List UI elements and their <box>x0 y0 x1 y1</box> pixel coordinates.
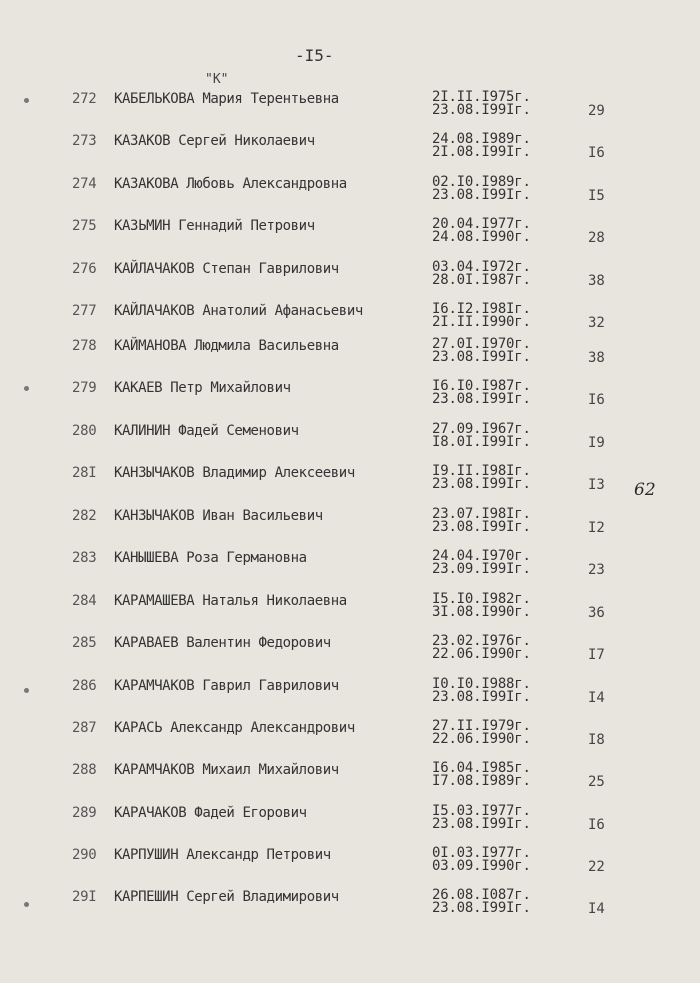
entry-name: КАРАМЧАКОВ Михаил Михайлович <box>114 762 339 778</box>
entry-name: КАЗАКОВА Любовь Александровна <box>114 176 347 192</box>
entry-number: 284 <box>72 593 97 609</box>
list-item <box>0 508 700 548</box>
entry-name: КАЗЬМИН Геннадий Петрович <box>114 218 315 234</box>
entry-name: КАНЗЫЧАКОВ Иван Васильевич <box>114 508 323 524</box>
entry-name: КАЙЛАЧАКОВ Анатолий Афанасьевич <box>114 303 363 319</box>
list-item <box>0 423 700 463</box>
date-to: 23.08.I99Iг. <box>432 816 531 832</box>
entry-years: I7 <box>588 647 605 663</box>
entry-dates <box>432 678 531 704</box>
entry-name: КАНЫШЕВА Роза Германовна <box>114 550 307 566</box>
page-number: -I5- <box>295 46 334 65</box>
date-to: 28.0I.I987г. <box>432 272 531 288</box>
entry-dates <box>432 423 531 449</box>
entry-number: 282 <box>72 508 97 524</box>
list-item <box>0 847 700 887</box>
list-item <box>0 720 700 760</box>
date-from: I9.II.I98Iг. <box>432 463 531 479</box>
entry-name: КАКАЕВ Петр Михайлович <box>114 380 291 396</box>
date-to: 23.08.I99Iг. <box>432 900 531 916</box>
entry-dates <box>432 720 531 746</box>
date-from: I6.04.I985г. <box>432 760 531 776</box>
date-from: 24.04.I970г. <box>432 548 531 564</box>
date-to: 23.08.I99Iг. <box>432 689 531 705</box>
entry-dates <box>432 635 531 661</box>
entry-number: 289 <box>72 805 97 821</box>
entry-dates <box>432 303 531 329</box>
date-from: 02.I0.I989г. <box>432 174 531 190</box>
entry-years: 25 <box>588 774 605 790</box>
date-to: I7.08.I989г. <box>432 773 531 789</box>
list-item <box>0 380 700 420</box>
date-from: I5.03.I977г. <box>432 803 531 819</box>
date-to: 22.06.I990г. <box>432 731 531 747</box>
date-from: 0I.03.I977г. <box>432 845 531 861</box>
entry-dates <box>432 218 531 244</box>
entry-years: I4 <box>588 901 605 917</box>
entry-dates <box>432 380 531 406</box>
date-from: 03.04.I972г. <box>432 259 531 275</box>
list-item <box>0 465 700 505</box>
date-from: I5.I0.I982г. <box>432 591 531 607</box>
entry-years: I5 <box>588 188 605 204</box>
list-item <box>0 635 700 675</box>
list-item <box>0 133 700 173</box>
date-to: 22.06.I990г. <box>432 646 531 662</box>
list-item <box>0 91 700 131</box>
entry-dates <box>432 176 531 202</box>
entry-years: 32 <box>588 315 605 331</box>
date-from: 24.08.I989г. <box>432 131 531 147</box>
list-item <box>0 303 700 343</box>
entry-years: I9 <box>588 435 605 451</box>
date-to: I8.0I.I99Iг. <box>432 434 531 450</box>
list-item <box>0 338 700 378</box>
entry-dates <box>432 261 531 287</box>
entry-years: I2 <box>588 520 605 536</box>
date-to: 23.08.I99Iг. <box>432 476 531 492</box>
date-to: 24.08.I990г. <box>432 229 531 245</box>
date-to: 2I.08.I99Iг. <box>432 144 531 160</box>
date-to: 3I.08.I990г. <box>432 604 531 620</box>
entry-number: 290 <box>72 847 97 863</box>
entry-number: 273 <box>72 133 97 149</box>
date-from: I0.I0.I988г. <box>432 676 531 692</box>
entry-number: 272 <box>72 91 97 107</box>
entry-dates <box>432 762 531 788</box>
list-item <box>0 176 700 216</box>
date-from: 2I.II.I975г. <box>432 89 531 105</box>
date-to: 23.08.I99Iг. <box>432 391 531 407</box>
date-from: 20.04.I977г. <box>432 216 531 232</box>
entry-number: 283 <box>72 550 97 566</box>
margin-handwritten-note: 62 <box>634 480 656 500</box>
entry-number: 285 <box>72 635 97 651</box>
list-item <box>0 678 700 718</box>
entry-years: I8 <box>588 732 605 748</box>
date-to: 23.08.I99Iг. <box>432 187 531 203</box>
entry-years: 38 <box>588 350 605 366</box>
entry-years: 36 <box>588 605 605 621</box>
entry-years: 38 <box>588 273 605 289</box>
entry-name: КАЗАКОВ Сергей Николаевич <box>114 133 315 149</box>
entry-number: 280 <box>72 423 97 439</box>
date-from: 27.II.I979г. <box>432 718 531 734</box>
entry-dates <box>432 91 531 117</box>
entry-name: КАБЕЛЬКОВА Мария Терентьевна <box>114 91 339 107</box>
entry-dates <box>432 847 531 873</box>
entry-name: КАРПЕШИН Сергей Владимирович <box>114 889 339 905</box>
date-to: 2I.II.I990г. <box>432 314 531 330</box>
entry-number: 28I <box>72 465 97 481</box>
date-from: 26.08.I087г. <box>432 887 531 903</box>
date-from: 27.0I.I970г. <box>432 336 531 352</box>
entry-name: КАРПУШИН Александр Петрович <box>114 847 331 863</box>
list-item <box>0 889 700 929</box>
list-item <box>0 261 700 301</box>
entry-number: 275 <box>72 218 97 234</box>
entry-number: 274 <box>72 176 97 192</box>
entry-name: КАЙМАНОВА Людмила Васильевна <box>114 338 339 354</box>
list-item <box>0 762 700 802</box>
entry-dates <box>432 508 531 534</box>
list-item <box>0 593 700 633</box>
entry-name: КАРАМАШЕВА Наталья Николаевна <box>114 593 347 609</box>
entry-name: КАЙЛАЧАКОВ Степан Гаврилович <box>114 261 339 277</box>
date-to: 23.08.I99Iг. <box>432 102 531 118</box>
entry-years: I6 <box>588 817 605 833</box>
date-from: 27.09.I967г. <box>432 421 531 437</box>
date-from: I6.I0.I987г. <box>432 378 531 394</box>
entry-dates <box>432 465 531 491</box>
list-item <box>0 805 700 845</box>
list-item <box>0 550 700 590</box>
entry-number: 288 <box>72 762 97 778</box>
entry-dates <box>432 805 531 831</box>
date-to: 23.08.I99Iг. <box>432 349 531 365</box>
date-from: I6.I2.I98Iг. <box>432 301 531 317</box>
entry-name: КАЛИНИН Фадей Семенович <box>114 423 299 439</box>
date-to: 03.09.I990г. <box>432 858 531 874</box>
entry-number: 29I <box>72 889 97 905</box>
entry-number: 287 <box>72 720 97 736</box>
entry-dates <box>432 889 531 915</box>
entry-number: 286 <box>72 678 97 694</box>
entry-name: КАРАВАЕВ Валентин Федорович <box>114 635 331 651</box>
entry-number: 279 <box>72 380 97 396</box>
section-letter: "К" <box>205 72 229 87</box>
entry-dates <box>432 593 531 619</box>
entry-name: КАРАЧАКОВ Фадей Егорович <box>114 805 307 821</box>
entry-years: 22 <box>588 859 605 875</box>
entry-name: КАРАСЬ Александр Александрович <box>114 720 355 736</box>
list-item <box>0 218 700 258</box>
date-to: 23.09.I99Iг. <box>432 561 531 577</box>
entry-name: КАНЗЫЧАКОВ Владимир Алексеевич <box>114 465 355 481</box>
entry-years: I4 <box>588 690 605 706</box>
entry-years: 28 <box>588 230 605 246</box>
entry-number: 276 <box>72 261 97 277</box>
entry-years: I6 <box>588 392 605 408</box>
entry-years: 29 <box>588 103 605 119</box>
date-to: 23.08.I99Iг. <box>432 519 531 535</box>
entry-years: I3 <box>588 477 605 493</box>
entry-number: 278 <box>72 338 97 354</box>
entry-dates <box>432 338 531 364</box>
entry-years: I6 <box>588 145 605 161</box>
entry-years: 23 <box>588 562 605 578</box>
entry-dates <box>432 550 531 576</box>
entry-number: 277 <box>72 303 97 319</box>
date-from: 23.02.I976г. <box>432 633 531 649</box>
entry-name: КАРАМЧАКОВ Гаврил Гаврилович <box>114 678 339 694</box>
date-from: 23.07.I98Iг. <box>432 506 531 522</box>
entry-dates <box>432 133 531 159</box>
